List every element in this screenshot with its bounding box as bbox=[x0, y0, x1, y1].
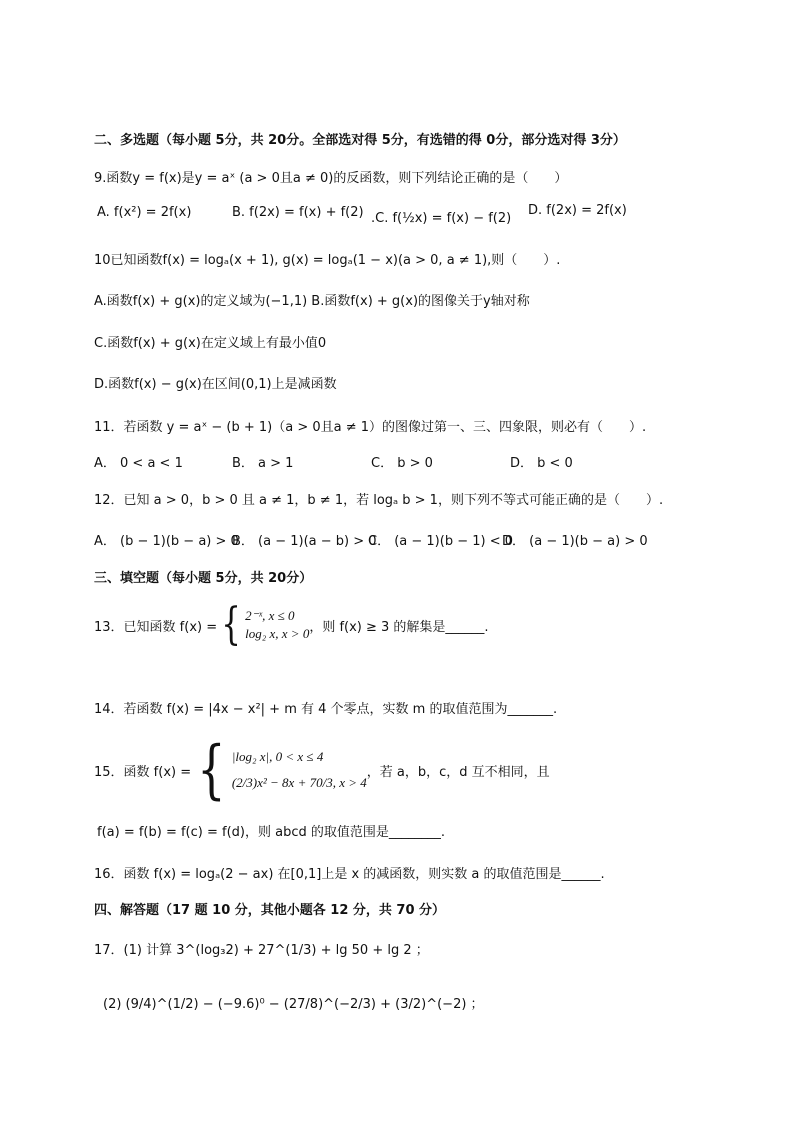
question-11-stem: 11．若函数 y = aˣ − (b + 1)（a > 0且a ≠ 1）的图像过第一、三、四象限，则必有（ ）. bbox=[94, 420, 647, 435]
question-12-option-c: C． (a − 1)(b − 1) < 0 bbox=[368, 534, 513, 549]
left-brace-icon: { bbox=[221, 599, 241, 650]
question-12-option-b: B． (a − 1)(a − b) > 0 bbox=[232, 534, 377, 549]
question-10-option-c: C.函数f(x) + g(x)在定义域上有最小值0 bbox=[94, 336, 327, 351]
question-10-options-ab: A.函数f(x) + g(x)的定义域为(−1,1) B.函数f(x) + g(x)的图像关于y轴对称 bbox=[94, 294, 530, 309]
question-13 bbox=[94, 599, 489, 650]
question-14-text: 14．若函数 f(x) = |4x − x²| + m 有 4 个零点，实数 m 的取值范围为_______. bbox=[94, 702, 558, 717]
question-15-case-2: (2/3)x² − 8x + 70/3, x > 4 bbox=[231, 775, 367, 790]
question-17-part-2: (2) (9/4)^(1/2) − (−9.6)⁰ − (27/8)^(−2/3) + (3/2)^(−2) ； bbox=[103, 997, 484, 1012]
question-11-option-b: B． a > 1 bbox=[232, 456, 294, 471]
question-9-option-d: D. f(2x) = 2f(x) bbox=[528, 203, 627, 218]
question-13-suffix: ，则 f(x) ≥ 3 的解集是______. bbox=[309, 619, 489, 635]
question-11-option-a: A． 0 < a < 1 bbox=[94, 456, 183, 471]
question-15-suffix: ，若 a，b，c，d 互不相同，且 bbox=[366, 764, 550, 780]
question-13-case-2: log₂ x, x > 0 bbox=[245, 626, 310, 641]
question-15-prefix: 15．函数 f(x) = bbox=[94, 764, 192, 780]
section-header-solutions: 四、解答题（17 题 10 分，其他小题各 12 分，共 70 分） bbox=[94, 903, 446, 918]
question-17-part-1: 17．(1) 计算 3^(log₃2) + 27^(1/3) + lg 50 + lg 2 ； bbox=[94, 943, 429, 958]
question-12-option-a: A． (b − 1)(b − a) > 0 bbox=[94, 534, 239, 549]
question-9-option-a: A. f(x²) = 2f(x) bbox=[97, 205, 192, 220]
question-16-text: 16．函数 f(x) = logₐ(2 − ax) 在[0,1]上是 x 的减函数，则实数 a 的取值范围是______. bbox=[94, 867, 605, 882]
question-15-cases bbox=[232, 749, 367, 791]
question-11-option-c: C． b > 0 bbox=[371, 456, 433, 471]
question-15-case-1: |log₂ x|, 0 < x ≤ 4 bbox=[231, 749, 324, 764]
question-11-option-d: D． b < 0 bbox=[510, 456, 573, 471]
question-15 bbox=[94, 733, 550, 807]
question-13-case-1: 2⁻ˣ, x ≤ 0 bbox=[245, 608, 295, 623]
question-13-cases bbox=[245, 608, 309, 642]
question-9-option-c: .C. f(½x) = f(x) − f(2) bbox=[371, 211, 512, 226]
question-10-option-d: D.函数f(x) − g(x)在区间(0,1)上是减函数 bbox=[94, 377, 337, 392]
question-9-stem: 9.函数y = f(x)是y = aˣ (a > 0且a ≠ 0)的反函数，则下列结论正确的是（ ） bbox=[94, 171, 568, 186]
question-12-stem: 12．已知 a > 0，b > 0 且 a ≠ 1，b ≠ 1，若 logₐ b > 1，则下列不等式可能正确的是（ ）. bbox=[94, 493, 664, 508]
question-13-prefix: 13．已知函数 f(x) = bbox=[94, 619, 218, 635]
section-header-multiple-choice: 二、多选题（每小题 5分，共 20分。全部选对得 5分，有选错的得 0分，部分选对得 3分） bbox=[94, 133, 626, 148]
question-10-stem: 10已知函数f(x) = logₐ(x + 1), g(x) = logₐ(1 − x)(a > 0, a ≠ 1),则（ ）. bbox=[94, 253, 561, 268]
left-brace-icon: { bbox=[197, 733, 226, 807]
question-15-line-2: f(a) = f(b) = f(c) = f(d)，则 abcd 的取值范围是________. bbox=[97, 825, 445, 840]
section-header-fill-in: 三、填空题（每小题 5分，共 20分） bbox=[94, 571, 313, 586]
question-12-option-d: D． (a − 1)(b − a) > 0 bbox=[502, 534, 648, 549]
question-9-option-b: B. f(2x) = f(x) + f(2) bbox=[232, 205, 364, 220]
